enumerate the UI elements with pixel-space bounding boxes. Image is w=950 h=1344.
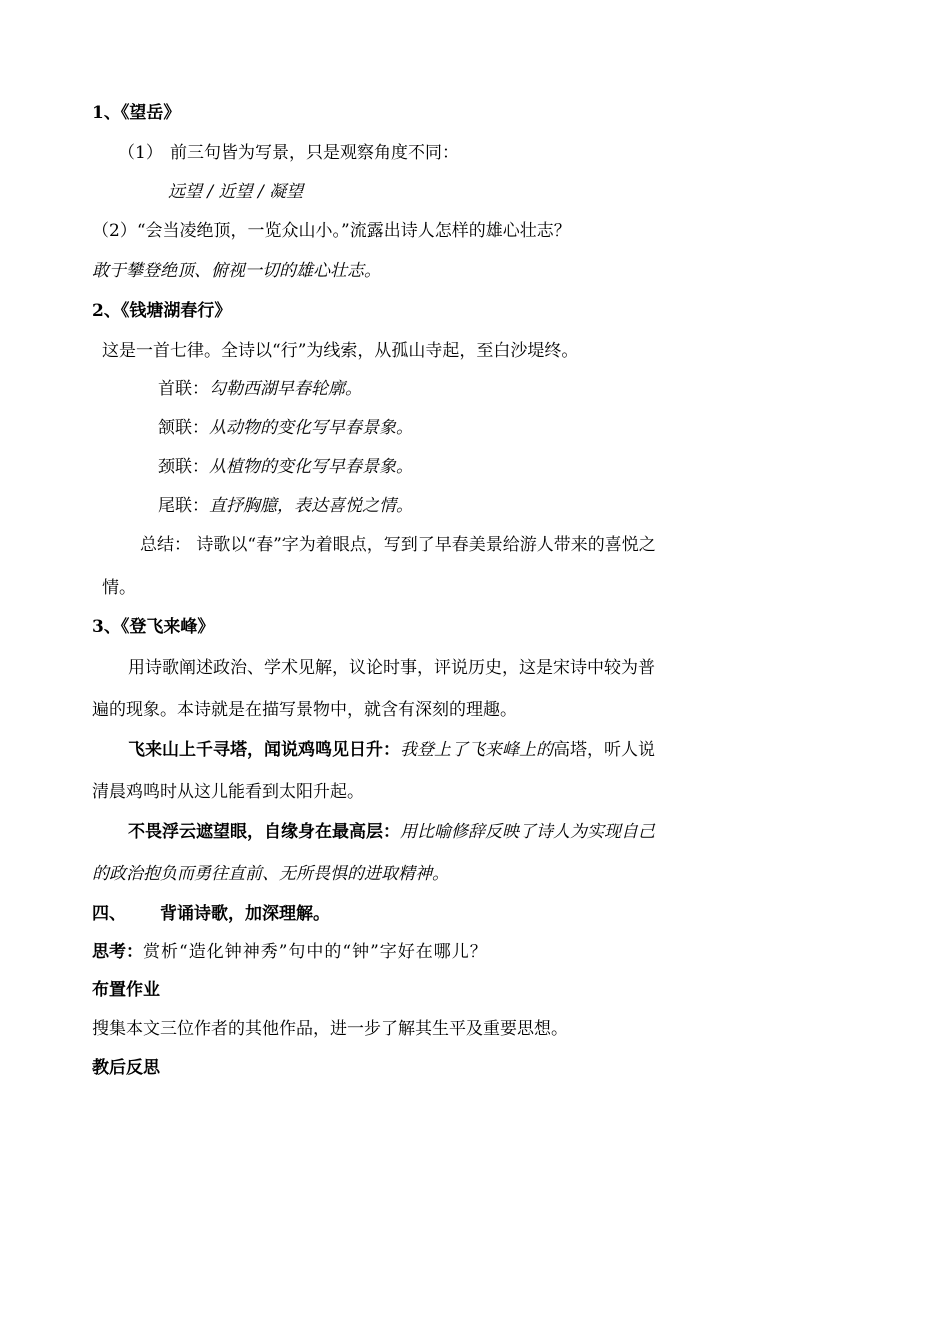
- verse-1-continuation: 清晨鸡鸣时从这儿能看到太阳升起。: [92, 782, 364, 802]
- section-4-heading: 背诵诗歌，加深理解。: [160, 904, 330, 924]
- verse-1-bold: 飞来山上千寻塔，闻说鸡鸣见日升：: [128, 740, 400, 760]
- section-2-heading: 2、《钱塘湖春行》: [92, 301, 232, 321]
- paragraph-1-line-1: 用诗歌阐述政治、学术见解，议论时事，评说历史，这是宋诗中较为普: [128, 658, 655, 678]
- verse-1-line: [128, 738, 655, 762]
- verse-2-continuation: 的政治抱负而勇往直前、无所畏惧的进取精神。: [92, 864, 449, 884]
- summary-continuation: 情。: [102, 578, 136, 598]
- think-label: 思考：: [92, 942, 143, 962]
- homework-text: 搜集本文三位作者的其他作品，进一步了解其生平及重要思想。: [92, 1019, 568, 1039]
- paragraph-1-line-2: 遍的现象。本诗就是在描写景物中，就含有深刻的理趣。: [92, 700, 517, 720]
- couplet-label: 颈联：: [158, 457, 209, 477]
- think-line: [92, 940, 488, 964]
- answer-2-text: 敢于攀登绝顶、俯视一切的雄心壮志。: [92, 261, 381, 281]
- reflection-heading: 教后反思: [92, 1058, 160, 1078]
- verse-2-line: [128, 820, 655, 844]
- think-text: 赏析“造化钟神秀”句中的“钟”字好在哪儿？: [143, 942, 488, 962]
- couplet-label: 尾联：: [158, 496, 209, 516]
- summary-line: [140, 533, 656, 557]
- couplet-text: 勾勒西湖早春轮廓。: [209, 379, 362, 399]
- couplet-text: 直抒胸臆，表达喜悦之情。: [209, 496, 413, 516]
- section-4-number: 四、: [92, 904, 126, 924]
- section-1-heading: 1、《望岳》: [92, 103, 181, 123]
- verse-2-bold: 不畏浮云遮望眼，自缘身在最高层：: [128, 822, 400, 842]
- summary-label: 总结：: [140, 535, 191, 555]
- question-1-text: 前三句皆为写景，只是观察角度不同：: [170, 143, 459, 163]
- section-3-heading: 3、《登飞来峰》: [92, 617, 215, 637]
- verse-1-rest: 高塔，听人说: [553, 740, 655, 760]
- homework-heading: 布置作业: [92, 980, 160, 1000]
- summary-text: 诗歌以“春”字为着眼点，写到了早春美景给游人带来的喜悦之: [196, 535, 656, 555]
- question-2-text: （2）“会当凌绝顶，一览众山小。”流露出诗人怎样的雄心壮志？: [92, 221, 571, 241]
- couplet-label: 首联：: [158, 379, 209, 399]
- couplet-third: [158, 455, 413, 479]
- couplet-label: 颔联：: [158, 418, 209, 438]
- section-2-intro: 这是一首七律。全诗以“行”为线索，从孤山寺起，至白沙堤终。: [102, 341, 579, 361]
- couplet-fourth: [158, 494, 413, 518]
- question-1-number: （1）: [118, 143, 163, 163]
- couplet-first: [158, 377, 362, 401]
- verse-2-italic: 用比喻修辞反映了诗人为实现自己: [400, 822, 655, 842]
- viewing-angles: 远望 / 近望 / 凝望: [168, 182, 304, 202]
- couplet-second: [158, 416, 413, 440]
- couplet-text: 从动物的变化写早春景象。: [209, 418, 413, 438]
- couplet-text: 从植物的变化写早春景象。: [209, 457, 413, 477]
- verse-1-italic: 我登上了飞来峰上的: [400, 740, 553, 760]
